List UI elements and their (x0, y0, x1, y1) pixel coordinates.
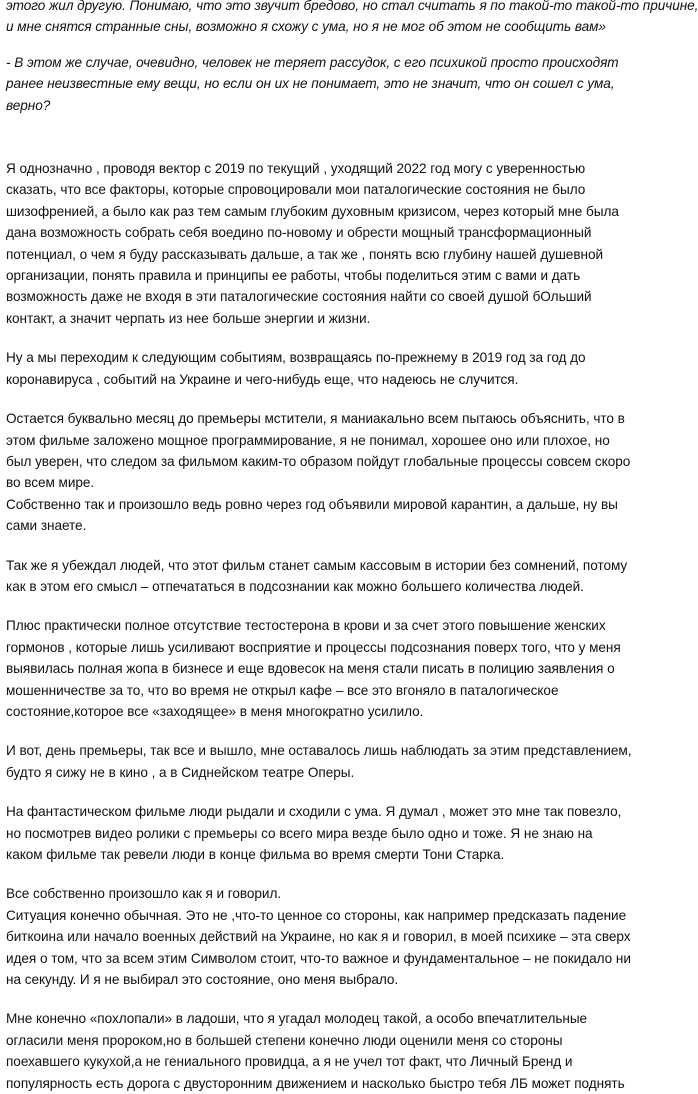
text-line: гормонов , которые лишь усиливают восприятие и процессы подсознания поверх того, что у меня (6, 639, 621, 655)
text-line: организации, понять правила и принципы ее работы, чтобы поделиться этим с вами и дать (6, 268, 581, 284)
paragraph-premiere-day (6, 740, 632, 783)
text-line: и мне снятся странные сны, возможно я схожу с ума, но я не мог об этом не сообщить вам» (6, 19, 606, 35)
text-line: будто я сижу не в кино , а в Сиднейском театре Оперы. (6, 764, 355, 780)
text-line: шизофренией, а было как раз тем самым глубоким духовным кризисом, через который мне была (6, 203, 619, 219)
paragraph-premiere-month (6, 408, 631, 536)
text-line: контакт, а значит черпать из нее больше энергии и жизни. (6, 310, 371, 326)
text-line: поехавшего кукухой,а не гениального провидца, а я не учел тот факт, что Личный Бренд и (6, 1054, 573, 1070)
paragraph-hormones (6, 615, 621, 722)
paragraph-outcome (6, 883, 631, 990)
text-line: этого жил другую. Понимаю, что это звучит бредово, но стал считать я по такой-то такой-то причине, (6, 0, 698, 13)
text-line: дана возможность собрать себя воедино по-новому и обрести мощный трансформационный (6, 225, 592, 241)
text-line: Ну а мы переходим к следующим событиям, возвращаясь по-прежнему в 2019 год за год до (6, 350, 586, 366)
paragraph-reaction (6, 1008, 625, 1094)
text-line: - В этом же случае, очевидно, человек не теряет рассудок, с его психикой просто происходят (6, 54, 619, 70)
text-line: каком фильме так ревели люди в конце фильма во время смерти Тони Старка. (6, 847, 505, 862)
text-line: популярность есть дорога с двусторонним движением и насколько быстро тебя ЛБ может поднять (6, 1075, 625, 1091)
text-line: На фантастическом фильме люди рыдали и сходили с ума. Я думал , может это мне так повезло, (6, 804, 622, 820)
text-line: ранее неизвестные ему вещи, но если он их не понимает, это не значит, что он сошел с ума, (6, 76, 615, 92)
text-line: был уверен, что следом за фильмом каким-то образом пойдут глобальные процессы совсем скоро (6, 453, 631, 469)
text-line: мошенничестве за то, что во время не открыл кафе – все это вгоняло в паталогическое (6, 682, 559, 698)
text-line: сами знаете. (6, 518, 87, 534)
text-line: биткоина или начало военных действий на Украине, но как я и говорил, в моей психике – эта сверх (6, 929, 631, 945)
text-line: потенциал, о чем я буду рассказывать дальше, а так же , понять всю глубину нашей душевной (6, 246, 604, 262)
text-line: огласили меня пророком,но в большей степени конечно люди оценили меня со стороны (6, 1032, 563, 1048)
text-line: Остается буквально месяц до премьеры мстители, я маниакально всем пытаюсь объяснить, что в (6, 411, 625, 427)
text-line: Я однозначно , проводя вектор с 2019 по текущий , уходящий 2022 год могу с уверенностью (6, 161, 586, 177)
paragraph-reply (6, 52, 618, 116)
text-line: этом фильме заложено мощное программирование, я не понимал, хорошее оно или плохое, но (6, 432, 610, 448)
text-line: состояние,которое все «заходящее» в меня многократно усилило. (6, 703, 424, 719)
paragraph-transition (6, 347, 618, 390)
text-line: Так же я убеждал людей, что этот фильм станет самым кассовым в истории без сомнений, потому (6, 557, 628, 573)
text-line: на секунду. И я не выбирал это состояние, оно меня выбрало. (6, 972, 399, 988)
text-line: но посмотрев видео ролики с премьеры со всего мира везде было одно и тоже. Я не знаю на (6, 825, 593, 841)
text-line: сказать, что все факторы, которые спровоцировали мои паталогические состояния не было (6, 182, 586, 198)
document-text (6, 0, 698, 1094)
text-line: во всем мире. (6, 475, 95, 491)
text-line: коронавируса , событий на Украине и чего-нибудь еще, что надеюсь не случится. (6, 371, 519, 387)
text-line: И вот, день премьеры, так все и вышло, мне оставалось лишь наблюдать за этим представлением, (6, 743, 632, 759)
text-line: Все собственно произошло как я и говорил. (6, 886, 282, 902)
text-line: как в этом его смысл – отпечататься в подсознании как можно большего количества людей. (6, 578, 584, 594)
paragraph-audience (6, 801, 622, 865)
paragraph-conclusion (6, 158, 618, 329)
text-line: Мне конечно «похлопали» в ладоши, что я угадал молодец такой, а особо впечатлительные (6, 1011, 588, 1027)
paragraph-quote-end (6, 0, 698, 38)
text-line: Плюс практически полное отсутствие тестостерона в крови и за счет этого повышение женских (6, 618, 606, 634)
text-line: возможность даже не входя в эти паталогические состояния найти со своей душой бОльший (6, 289, 592, 305)
text-line: идея о том, что за всем этим Символом стоит, что-то важное и фундаментальное – не покидало ни (6, 950, 631, 966)
text-line: выявилась полная жопа в бизнесе и еще вдовесок на меня стали писать в полицию заявления о (6, 661, 615, 677)
text-line: верно? (6, 97, 51, 113)
text-line: Собственно так и произошло ведь ровно через год объявили мировой карантин, а дальше, ну вы (6, 496, 618, 512)
paragraph-box-office (6, 555, 628, 598)
text-line: Ситуация конечно обычная. Это не ,что-то ценное со стороны, как например предсказать падение (6, 907, 627, 923)
